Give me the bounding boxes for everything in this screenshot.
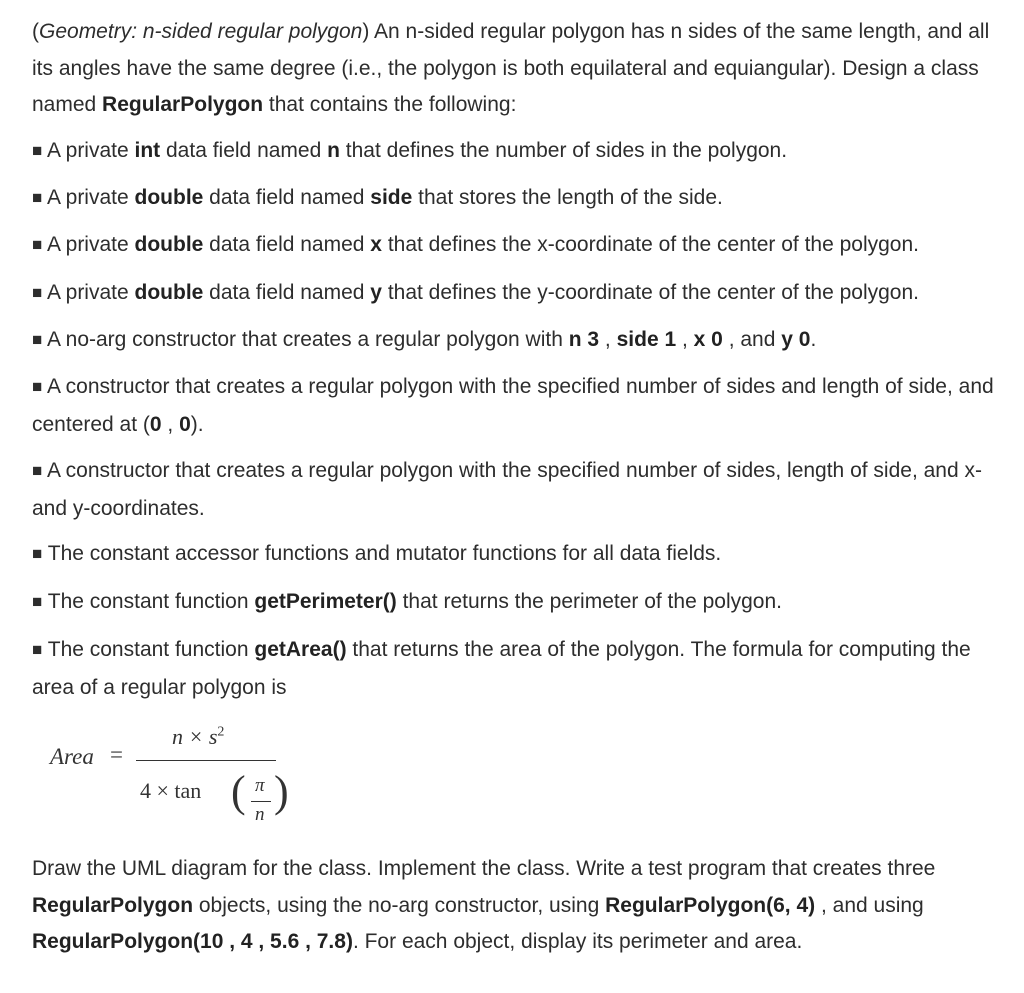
list-item — [32, 133, 1012, 171]
closing-text: , and using — [815, 893, 924, 917]
item-text: . — [810, 328, 817, 351]
intro-text-2: that contains the following: — [263, 93, 517, 116]
item-text: that defines the number of sides in the polygon. — [339, 139, 788, 162]
item-bold: n — [327, 139, 340, 162]
item-bold: n 3 — [568, 328, 600, 351]
item-text: A private — [42, 186, 135, 209]
list-item — [32, 536, 1012, 574]
closing-text: . For each object, display its perimeter and area. — [352, 930, 803, 953]
item-text: The constant accessor functions and mutator functions for all data fields. — [42, 542, 722, 565]
list-item — [32, 632, 1012, 706]
intro-title: Geometry: n-sided regular polygon — [39, 20, 363, 43]
formula-left-paren: ( — [231, 767, 246, 816]
bullet-square-icon: ■ — [32, 330, 43, 349]
item-text: , — [161, 412, 180, 436]
item-bold: double — [134, 233, 204, 256]
formula-equals: = — [110, 742, 123, 767]
list-item — [32, 180, 1012, 218]
item-text: that returns the area of the polygon. The formula for computing the area of a regular polygon is — [32, 638, 971, 699]
bullet-square-icon: ■ — [32, 141, 43, 160]
item-bold: side — [370, 186, 413, 209]
formula-lhs: Area — [50, 744, 94, 769]
item-bold: 0 — [149, 412, 162, 436]
closing-bold: RegularPolygon — [32, 893, 194, 917]
item-bold: y 0 — [781, 328, 811, 351]
list-item — [32, 584, 1012, 622]
bullet-square-icon: ■ — [32, 592, 43, 611]
bullet-square-icon: ■ — [32, 188, 43, 207]
list-item — [32, 453, 1012, 527]
item-text: data field named — [203, 233, 371, 256]
item-bold: double — [134, 186, 204, 209]
bullet-square-icon: ■ — [32, 235, 43, 254]
item-bold: getPerimeter() — [254, 590, 397, 613]
closing-text: objects, using the no-arg constructor, using — [193, 893, 606, 917]
item-text: that defines the x-coordinate of the center of the polygon. — [381, 233, 920, 256]
item-bold: getArea() — [254, 638, 347, 661]
list-item — [32, 275, 1012, 313]
bullet-square-icon: ■ — [32, 377, 43, 396]
item-text: that defines the y-coordinate of the center of the polygon. — [381, 281, 920, 304]
item-bold: side 1 — [616, 328, 677, 351]
item-text: data field named — [160, 139, 328, 162]
bullet-square-icon: ■ — [32, 283, 43, 302]
list-item — [32, 369, 1012, 443]
formula-exponent: 2 — [217, 724, 225, 740]
item-text: data field named — [203, 281, 371, 304]
item-bold: double — [134, 281, 204, 304]
closing-bold: RegularPolygon(6, 4) — [605, 893, 816, 917]
item-text: data field named — [203, 186, 371, 209]
formula-fraction-bar — [136, 760, 276, 761]
item-text: A private — [42, 233, 135, 256]
intro-class-name: RegularPolygon — [102, 93, 264, 116]
formula-right-paren: ) — [274, 767, 289, 816]
item-text: The constant function — [42, 590, 255, 613]
intro-close-paren: ) — [362, 20, 370, 43]
formula-numerator-text: n × s — [172, 724, 218, 749]
item-bold: int — [134, 139, 161, 162]
item-text: A no-arg constructor that creates a regular polygon with — [42, 328, 569, 351]
formula-numerator — [172, 724, 224, 750]
intro-text-1: An n-sided regular polygon has n sides of the same length, and all its angles have the same degree (i.e., the polygon is both equilateral and equiangular). Design a class named — [32, 20, 990, 116]
item-text: , — [676, 328, 694, 351]
formula-denominator: 4 × tan — [140, 778, 202, 803]
item-bold: y — [370, 281, 382, 304]
item-text: ). — [190, 412, 204, 436]
formula-pi: π — [255, 775, 265, 796]
closing-text: Draw the UML diagram for the class. Implement the class. Write a test program that creates three — [32, 857, 936, 880]
item-text: The constant function — [42, 638, 255, 661]
closing-paragraph — [32, 851, 1012, 961]
area-formula — [48, 718, 348, 838]
item-text: , — [599, 328, 617, 351]
item-text: A private — [42, 139, 135, 162]
bullet-square-icon: ■ — [32, 461, 43, 480]
bullet-square-icon: ■ — [32, 640, 43, 659]
intro-open-paren: ( — [32, 20, 39, 43]
item-text: A constructor that creates a regular polygon with the specified number of sides and length of side, and centered at ( — [32, 375, 994, 436]
bullet-square-icon: ■ — [32, 544, 43, 563]
formula-inner-fraction-bar — [251, 801, 271, 802]
formula-n: n — [255, 804, 265, 825]
item-bold: 0 — [179, 412, 191, 436]
list-item — [32, 322, 1012, 360]
item-text: , and — [722, 328, 782, 351]
item-text: that returns the perimeter of the polygon. — [396, 590, 782, 613]
item-text: A constructor that creates a regular polygon with the specified number of sides, length of side, and x- and y-coordinates. — [32, 459, 982, 520]
item-text: A private — [42, 281, 135, 304]
intro-paragraph — [32, 14, 1012, 124]
closing-bold: RegularPolygon(10 , 4 , 5.6 , 7.8) — [32, 930, 353, 953]
item-text: that stores the length of the side. — [412, 186, 723, 209]
item-bold: x — [370, 233, 382, 256]
item-bold: x 0 — [693, 328, 723, 351]
list-item — [32, 227, 1012, 265]
